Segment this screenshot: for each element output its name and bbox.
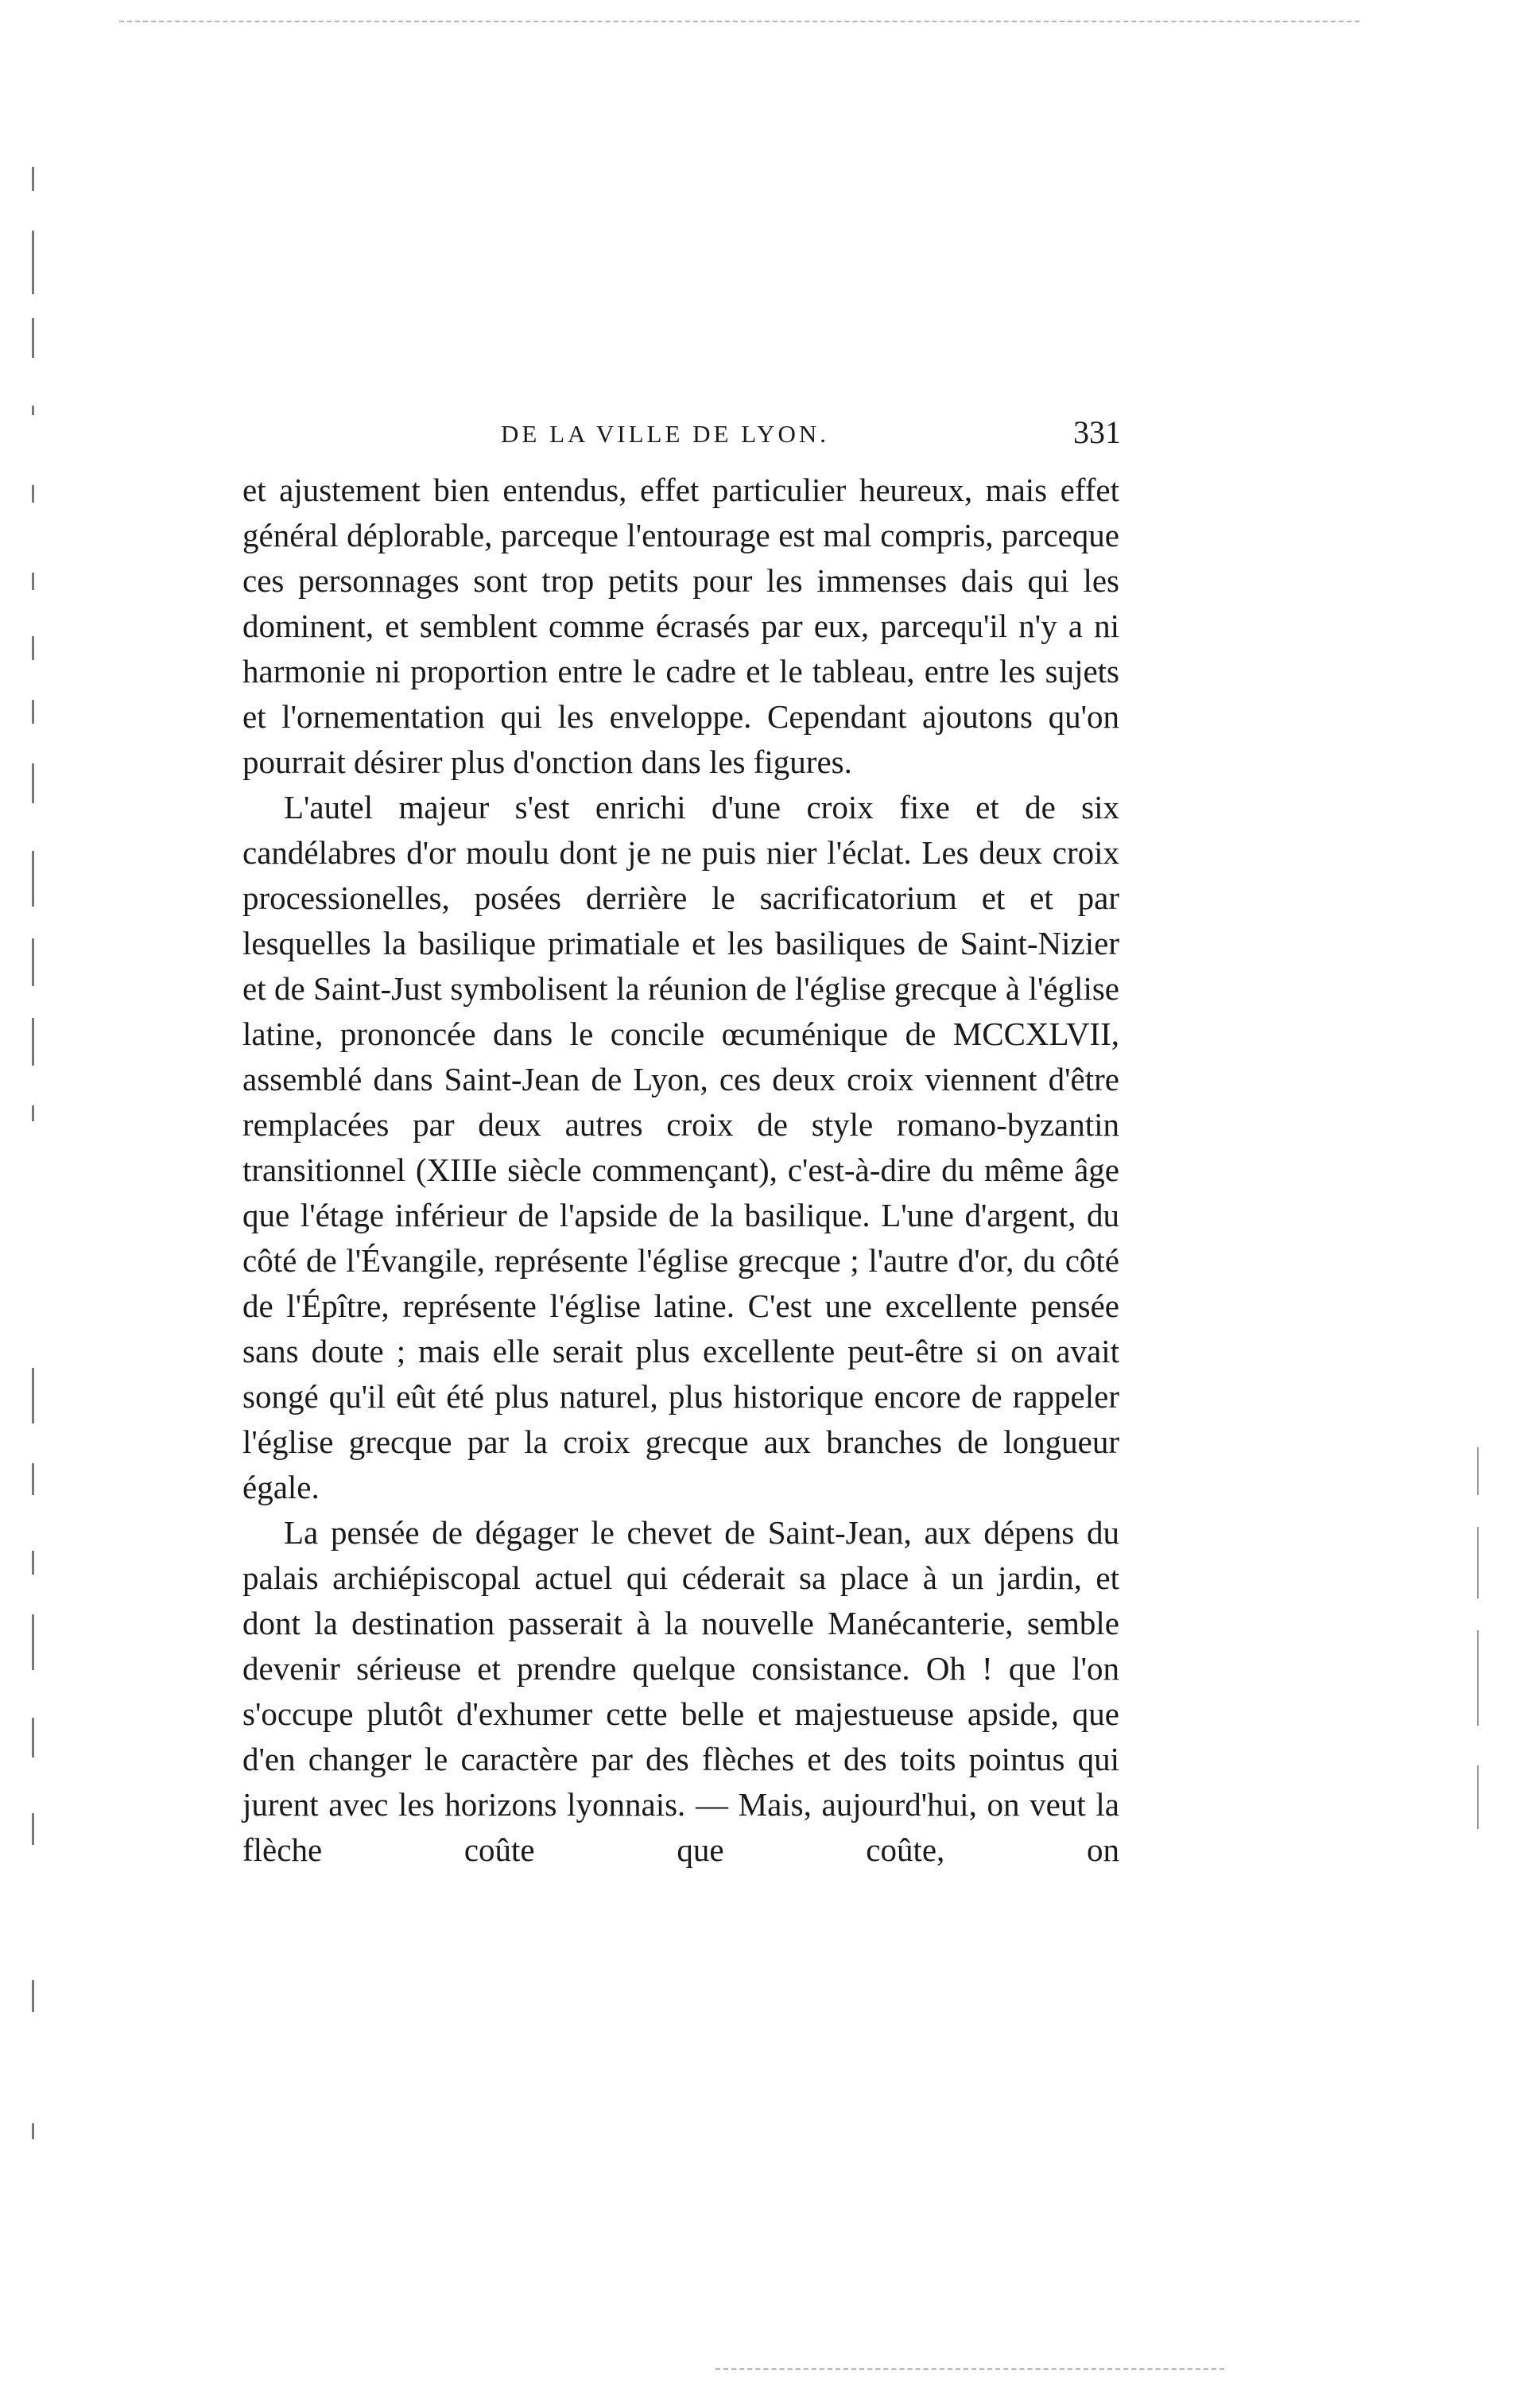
paragraph-3: La pensée de dégager le chevet de Saint-Jean, aux dépens du palais archiépiscopal actuel qui céderait sa place à un jardin, et dont la destination passerait à la nouvelle Manécanterie, semble devenir sérieuse et prendre quelque consistance. Oh ! que l'on s'occupe plutôt d'exhumer cette belle et majestueuse apside, que d'en changer le caractère par des flèches et des toits pointus qui jurent avec les horizons lyonnais. — Mais, aujourd'hui, on veut la flèche coûte que coûte, on: [242, 1514, 1119, 1868]
running-head: DE LA VILLE DE LYON.: [501, 420, 829, 448]
scan-border-top: [119, 21, 1359, 22]
page-number: 331: [1073, 414, 1121, 450]
page-header: [501, 414, 1121, 453]
paragraph-1: et ajustement bien entendus, effet particulier heureux, mais effet général déplorable, parceque l'entourage est mal compris, parceque ces personnages sont trop petits pour les immenses dais qui les dominent, et semblent comme écrasés par eux, parcequ'il n'y a ni harmonie ni proportion entre le cadre et le tableau, entre les sujets et l'ornementation qui les enveloppe. Cependant ajoutons qu'on pourrait désirer plus d'onction dans les figures.: [242, 472, 1119, 780]
left-margin-scan-marks: [32, 151, 37, 2219]
right-margin-scan-marks: [1477, 1447, 1482, 1845]
scan-border-bottom: [715, 2368, 1224, 2370]
body-text: [242, 468, 1119, 1873]
paragraph-2: L'autel majeur s'est enrichi d'une croix fixe et de six candélabres d'or moulu dont je ne puis nier l'éclat. Les deux croix processionelles, posées derrière le sacrificatorium et et par lesquelles la basilique primatiale et les basiliques de Saint-Nizier et de Saint-Just symbolisent la réunion de l'église grecque à l'église latine, prononcée dans le concile œcuménique de MCCXLVII, assemblé dans Saint-Jean de Lyon, ces deux croix viennent d'être remplacées par deux autres croix de style romano-byzantin transitionnel (XIIIe siècle commençant), c'est-à-dire du même âge que l'étage inférieur de l'apside de la basilique. L'une d'argent, du côté de l'Évangile, représente l'église grecque ; l'autre d'or, du côté de l'Épître, représente l'église latine. C'est une excellente pensée sans doute ; mais elle serait plus excellente peut-être si on avait songé qu'il eût été plus naturel, plus historique encore de rappeler l'église grecque par la croix grecque aux branches de longueur égale.: [242, 789, 1119, 1505]
